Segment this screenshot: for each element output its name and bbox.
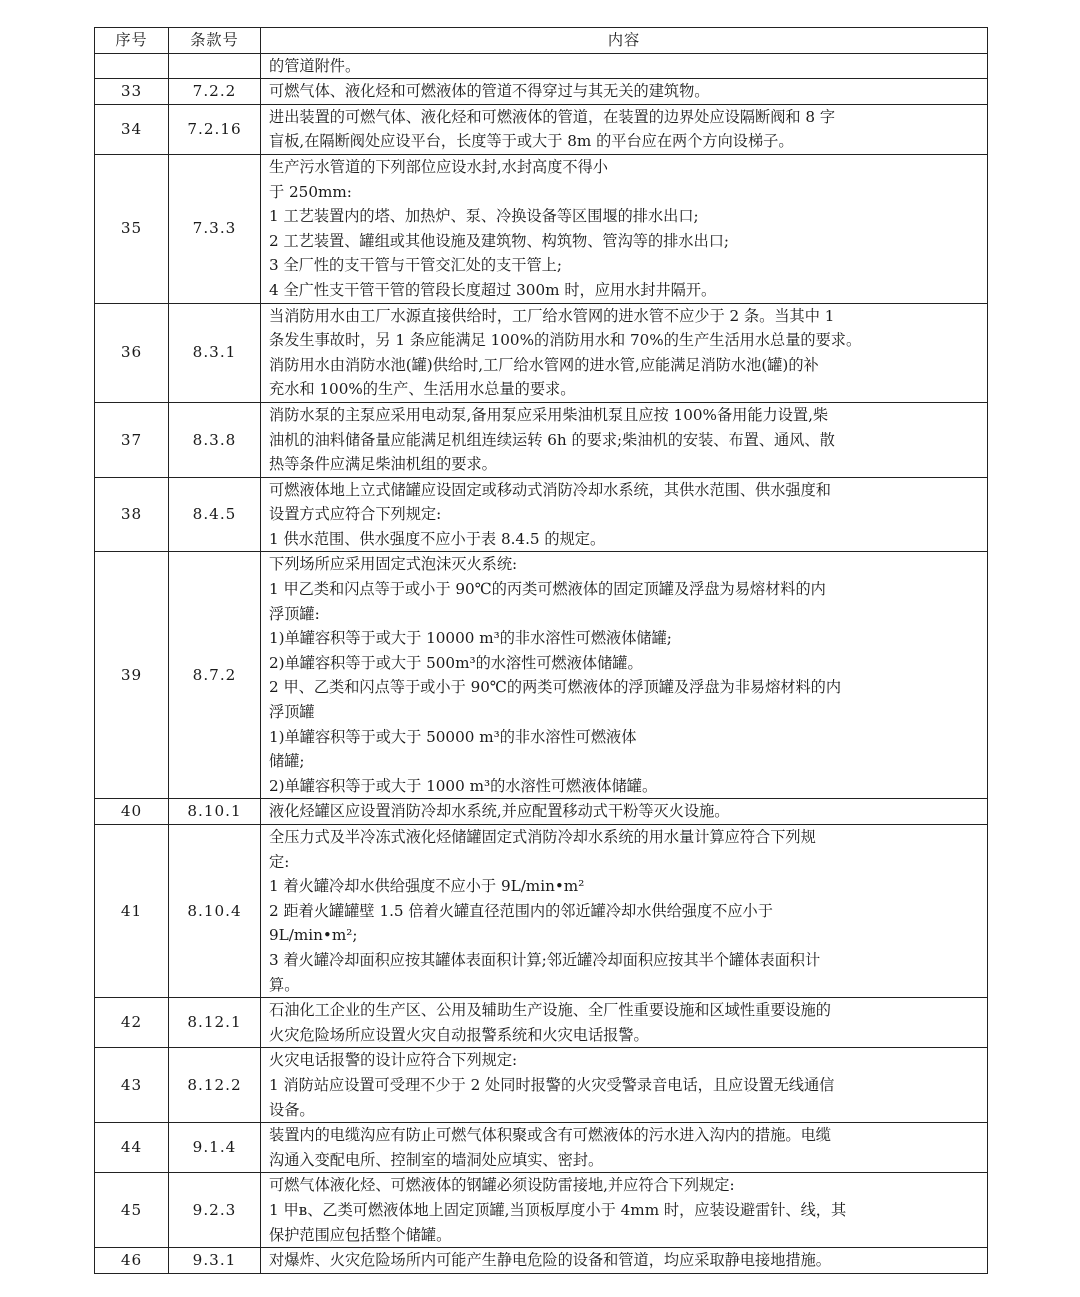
clause-number-cell: 8.3.8: [169, 402, 261, 477]
clause-number-cell: 7.2.2: [169, 79, 261, 105]
table-row: [95, 1248, 988, 1274]
content-line: 生产污水管道的下列部位应设水封,水封高度不得小: [269, 157, 608, 176]
serial-number-cell: 35: [95, 154, 169, 303]
serial-number-cell: 42: [95, 998, 169, 1048]
header-content: 内容: [261, 28, 988, 54]
clause-table: [94, 27, 988, 1274]
header-serial-number: 序号: [95, 28, 169, 54]
content-line: 1 甲乙类和闪点等于或小于 90℃的丙类可燃液体的固定顶罐及浮盘为易熔材料的内: [269, 580, 826, 599]
table-row: [95, 154, 988, 303]
content-line: 3 全厂性的支干管与干管交汇处的支干管上;: [269, 256, 562, 275]
content-line: 全压力式及半冷冻式液化烃储罐固定式消防冷却水系统的用水量计算应符合下列规: [269, 828, 816, 846]
serial-number-cell: 41: [95, 825, 169, 998]
content-line: 进出装置的可燃气体、液化烃和可燃液体的管道，在装置的边界处应设隔断阀和 8 字: [269, 107, 836, 126]
table-row: [95, 799, 988, 825]
content-line: 浮顶罐:: [269, 604, 320, 623]
content-line: 1 供水范围、供水强度不应小于表 8.4.5 的规定。: [269, 529, 606, 548]
table-header-row: [95, 28, 988, 54]
content-line: 1 消防站应设置可受理不少于 2 处同时报警的火灾受警录音电话，且应设置无线通信: [269, 1075, 835, 1094]
content-line: 盲板,在隔断阀处应设平台，长度等于或大于 8m 的平台应在两个方向设梯子。: [269, 132, 794, 151]
content-line: 可燃气体液化烃、可燃液体的钢罐必须设防雷接地,并应符合下列规定:: [269, 1176, 735, 1195]
clause-number-cell: 8.12.2: [169, 1048, 261, 1123]
content-line: 下列场所应采用固定式泡沫灭火系统:: [269, 555, 518, 574]
content-line: 9L/min•m²;: [269, 926, 358, 945]
clause-number-cell: 7.3.3: [169, 154, 261, 303]
header-clause-number: 条款号: [169, 28, 261, 54]
table-row: [95, 53, 988, 79]
content-line: 2 工艺装置、罐组或其他设施及建筑物、构筑物、管沟等的排水出口;: [269, 231, 730, 250]
serial-number-cell: 37: [95, 402, 169, 477]
content-cell: [261, 477, 988, 552]
regulation-table-page: [94, 27, 987, 1274]
table-row: [95, 1173, 988, 1248]
content-cell: [261, 1123, 988, 1173]
table-row: [95, 477, 988, 552]
content-line: 保护范围应包括整个储罐。: [269, 1225, 452, 1244]
clause-number-cell: 9.3.1: [169, 1248, 261, 1274]
content-line: 算。: [269, 975, 300, 994]
table-row: [95, 104, 988, 154]
content-cell: [261, 1173, 988, 1248]
content-line: 于 250mm:: [269, 182, 352, 201]
clause-number-cell: 7.2.16: [169, 104, 261, 154]
content-cell: [261, 1248, 988, 1274]
clause-number-cell: 9.2.3: [169, 1173, 261, 1248]
content-line: 1 甲ʙ、乙类可燃液体地上固定顶罐,当顶板厚度小于 4mm 时，应装设避雷针、线，其: [269, 1200, 847, 1219]
content-line: 的管道附件。: [269, 56, 361, 75]
serial-number-cell: 36: [95, 303, 169, 402]
table-row: [95, 303, 988, 402]
content-cell: [261, 402, 988, 477]
serial-number-cell: 33: [95, 79, 169, 105]
serial-number-cell: 34: [95, 104, 169, 154]
content-line: 3 着火罐冷却面积应按其罐体表面积计算;邻近罐冷却面积应按其半个罐体表面积计: [269, 950, 821, 969]
clause-number-cell: 8.7.2: [169, 552, 261, 799]
content-line: 可燃液体地上立式储罐应设固定或移动式消防冷却水系统，其供水范围、供水强度和: [269, 480, 831, 499]
content-line: 储罐;: [269, 752, 305, 771]
clause-number-cell: 8.4.5: [169, 477, 261, 552]
content-line: 定:: [269, 852, 290, 871]
content-line: 消防水泵的主泵应采用电动泵,备用泵应采用柴油机泵且应按 100%备用能力设置,柴: [269, 405, 829, 424]
content-line: 1)单罐容积等于或大于 50000 m³的非水溶性可燃液体: [269, 727, 637, 746]
content-line: 浮顶罐: [269, 703, 315, 722]
content-line: 1 着火罐冷却水供给强度不应小于 9L/min•m²: [269, 877, 585, 896]
content-line: 油机的油料储备量应能满足机组连续运转 6h 的要求;柴油机的安装、布置、通风、散: [269, 430, 835, 449]
content-line: 设备。: [269, 1100, 315, 1119]
content-cell: [261, 104, 988, 154]
content-line: 当消防用水由工厂水源直接供给时，工厂给水管网的进水管不应少于 2 条。当其中 1: [269, 306, 835, 325]
serial-number-cell: 43: [95, 1048, 169, 1123]
content-cell: [261, 552, 988, 799]
serial-number-cell: 46: [95, 1248, 169, 1274]
table-row: [95, 552, 988, 799]
clause-number-cell: 9.1.4: [169, 1123, 261, 1173]
content-line: 装置内的电缆沟应有防止可燃气体积聚或含有可燃液体的污水进入沟内的措施。电缆: [269, 1126, 831, 1145]
content-line: 可燃气体、液化烃和可燃液体的管道不得穿过与其无关的建筑物。: [269, 82, 710, 101]
clause-number-cell: 8.12.1: [169, 998, 261, 1048]
content-line: 条发生事故时，另 1 条应能满足 100%的消防用水和 70%的生产生活用水总量的要求。: [269, 331, 862, 350]
serial-number-cell: 45: [95, 1173, 169, 1248]
clause-number-cell: [169, 53, 261, 79]
content-line: 2 甲、乙类和闪点等于或小于 90℃的两类可燃液体的浮顶罐及浮盘为非易熔材料的内: [269, 678, 842, 697]
table-row: [95, 998, 988, 1048]
content-line: 沟通入变配电所、控制室的墙洞处应填实、密封。: [269, 1150, 604, 1169]
clause-number-cell: 8.10.4: [169, 825, 261, 998]
content-line: 石油化工企业的生产区、公用及辅助生产设施、全厂性重要设施和区域性重要设施的: [269, 1001, 831, 1020]
content-cell: [261, 53, 988, 79]
content-line: 充水和 100%的生产、生活用水总量的要求。: [269, 380, 576, 399]
content-line: 2)单罐容积等于或大于 500m³的水溶性可燃液体储罐。: [269, 653, 643, 672]
content-line: 消防用水由消防水池(罐)供给时,工厂给水管网的进水管,应能满足消防水池(罐)的补: [269, 355, 819, 374]
content-cell: [261, 1048, 988, 1123]
table-row: [95, 1048, 988, 1123]
content-cell: [261, 79, 988, 105]
table-row: [95, 1123, 988, 1173]
content-line: 对爆炸、火灾危险场所内可能产生静电危险的设备和管道，均应采取静电接地措施。: [269, 1251, 831, 1270]
content-line: 设置方式应符合下列规定:: [269, 505, 442, 524]
content-cell: [261, 998, 988, 1048]
table-row: [95, 402, 988, 477]
clause-number-cell: 8.3.1: [169, 303, 261, 402]
content-line: 2 距着火罐罐壁 1.5 倍着火罐直径范围内的邻近罐冷却水供给强度不应小于: [269, 901, 773, 920]
serial-number-cell: 40: [95, 799, 169, 825]
serial-number-cell: 39: [95, 552, 169, 799]
table-row: [95, 825, 988, 998]
content-line: 1)单罐容积等于或大于 10000 m³的非水溶性可燃液体储罐;: [269, 629, 672, 648]
content-cell: [261, 303, 988, 402]
table-body: [95, 53, 988, 1273]
content-line: 火灾危险场所应设置火灾自动报警系统和火灾电话报警。: [269, 1025, 649, 1044]
serial-number-cell: 44: [95, 1123, 169, 1173]
serial-number-cell: [95, 53, 169, 79]
content-line: 4 全广性支干管干管的管段长度超过 300m 时，应用水封井隔开。: [269, 280, 717, 299]
content-line: 2)单罐容积等于或大于 1000 m³的水溶性可燃液体储罐。: [269, 776, 658, 795]
content-cell: [261, 825, 988, 998]
content-line: 液化烃罐区应设置消防冷却水系统,并应配置移动式干粉等灭火设施。: [269, 802, 730, 821]
content-cell: [261, 154, 988, 303]
serial-number-cell: 38: [95, 477, 169, 552]
content-line: 1 工艺装置内的塔、加热炉、泵、冷换设备等区围堰的排水出口;: [269, 207, 699, 226]
content-line: 火灾电话报警的设计应符合下列规定:: [269, 1051, 518, 1070]
content-cell: [261, 799, 988, 825]
clause-number-cell: 8.10.1: [169, 799, 261, 825]
content-line: 热等条件应满足柴油机组的要求。: [269, 455, 497, 474]
table-row: [95, 79, 988, 105]
